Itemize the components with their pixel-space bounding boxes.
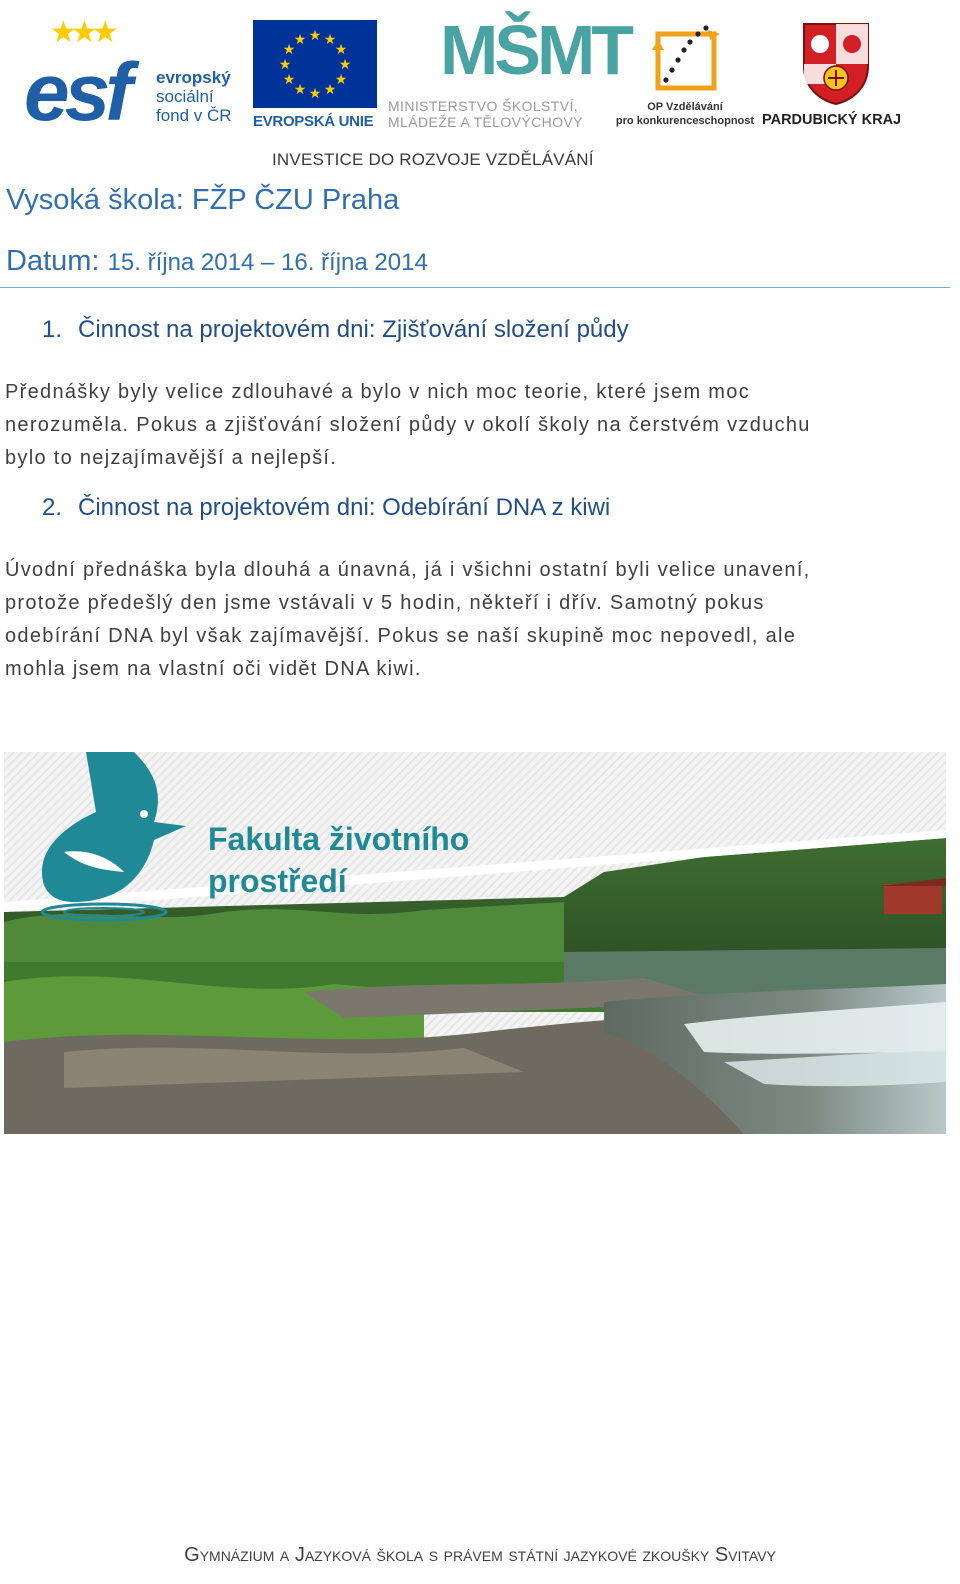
coat-of-arms-icon (802, 22, 870, 106)
section-2-number: 2. (42, 494, 63, 521)
paragraph-line: protože předešlý den jsme vstávali v 5 hodin, někteří i dřív. Samotný pokus (5, 592, 765, 614)
paragraph-line: Přednášky byly velice zdlouhavé a bylo v nich moc teorie, které jsem moc (5, 381, 750, 403)
svg-text:★: ★ (323, 82, 337, 98)
paragraph-line: mohla jsem na vlastní oči vidět DNA kiwi. (5, 658, 422, 680)
msmt-name-line2: MLÁDEŽE A TĚLOVÝCHOVY (388, 114, 583, 130)
pardubice-region-label: PARDUBICKÝ KRAJ (762, 112, 902, 128)
svg-text:★: ★ (308, 86, 322, 102)
esf-caption-line3: fond v ČR (156, 106, 232, 125)
svg-text:★: ★ (323, 32, 337, 48)
paragraph-line: odebírání DNA byl však zajímavější. Pokus se naší skupině moc nepovedl, ale (5, 625, 797, 647)
section-1-number: 1. (42, 316, 63, 343)
date-line (6, 245, 428, 278)
section-1-heading (42, 316, 629, 344)
svg-text:★: ★ (293, 82, 307, 98)
section-2-paragraph (5, 554, 950, 686)
svg-text:★: ★ (338, 57, 352, 73)
footer-part: vitavy (728, 1544, 776, 1566)
svg-text:★: ★ (334, 42, 348, 58)
op-caption (614, 100, 756, 128)
msmt-name (388, 98, 583, 130)
faculty-title (208, 818, 469, 902)
footer-part: azyková škola s právem státní jazykové zkoušky (304, 1544, 715, 1566)
footer-part: ymnázium a (199, 1544, 295, 1566)
msmt-logo (388, 11, 631, 136)
svg-text:★: ★ (293, 32, 307, 48)
faculty-title-line2: prostředí (208, 863, 347, 899)
esf-logo (24, 16, 246, 138)
eu-logo (253, 20, 381, 132)
paragraph-line: bylo to nejzajímavější a nejlepší. (5, 447, 338, 469)
section-2-heading (42, 494, 610, 522)
date-value: 15. října 2014 – 16. října 2014 (107, 249, 428, 276)
svg-text:★: ★ (278, 57, 292, 73)
logo-banner (0, 0, 960, 180)
msmt-mark: MŠMT (440, 11, 631, 89)
faculty-banner-image (4, 752, 946, 1134)
section-1-title: Činnost na projektovém dni: Zjišťování složení půdy (78, 316, 629, 343)
svg-text:★: ★ (282, 72, 296, 88)
section-2-title: Činnost na projektovém dni: Odebírání DNA z kiwi (78, 494, 611, 521)
esf-caption-line1: evropský (156, 68, 231, 87)
date-label: Datum: (6, 245, 100, 277)
footer-part: G (184, 1544, 200, 1566)
section-1-paragraph (5, 376, 950, 475)
header-divider (0, 287, 950, 288)
svg-text:★: ★ (334, 72, 348, 88)
investment-tagline: INVESTICE DO ROZVOJE VZDĚLÁVÁNÍ (272, 150, 594, 169)
op-square-arrow-icon (644, 20, 724, 96)
esf-caption (156, 68, 232, 125)
pardubice-region-logo (762, 16, 922, 136)
footer-part: S (714, 1544, 729, 1566)
eu-flag-icon (253, 20, 377, 108)
svg-text:★: ★ (282, 42, 296, 58)
op-logo (614, 16, 756, 136)
esf-caption-line2: sociální (156, 87, 214, 106)
esf-stars-icon: ★★★ (50, 16, 113, 49)
svg-text:★: ★ (308, 28, 322, 44)
esf-wordmark: esf (24, 47, 128, 138)
footer-school-name (0, 1544, 960, 1567)
op-caption-line2: pro konkurenceschopnost (615, 115, 755, 127)
msmt-name-line1: MINISTERSTVO ŠKOLSTVÍ, (388, 98, 579, 114)
footer-part: J (294, 1544, 305, 1566)
faculty-title-line1: Fakulta životního (208, 821, 470, 857)
river-landscape-image (4, 752, 946, 1134)
school-title: Vysoká škola: FŽP ČZU Praha (6, 184, 400, 216)
paragraph-line: Úvodní přednáška byla dlouhá a únavná, já i všichni ostatní byli velice unavení, (5, 559, 811, 581)
eu-label: EVROPSKÁ UNIE (253, 113, 374, 130)
paragraph-line: nerozuměla. Pokus a zjišťování složení půdy v okolí školy na čerstvém vzduchu (5, 414, 811, 436)
op-caption-line1: OP Vzdělávání (647, 101, 723, 113)
